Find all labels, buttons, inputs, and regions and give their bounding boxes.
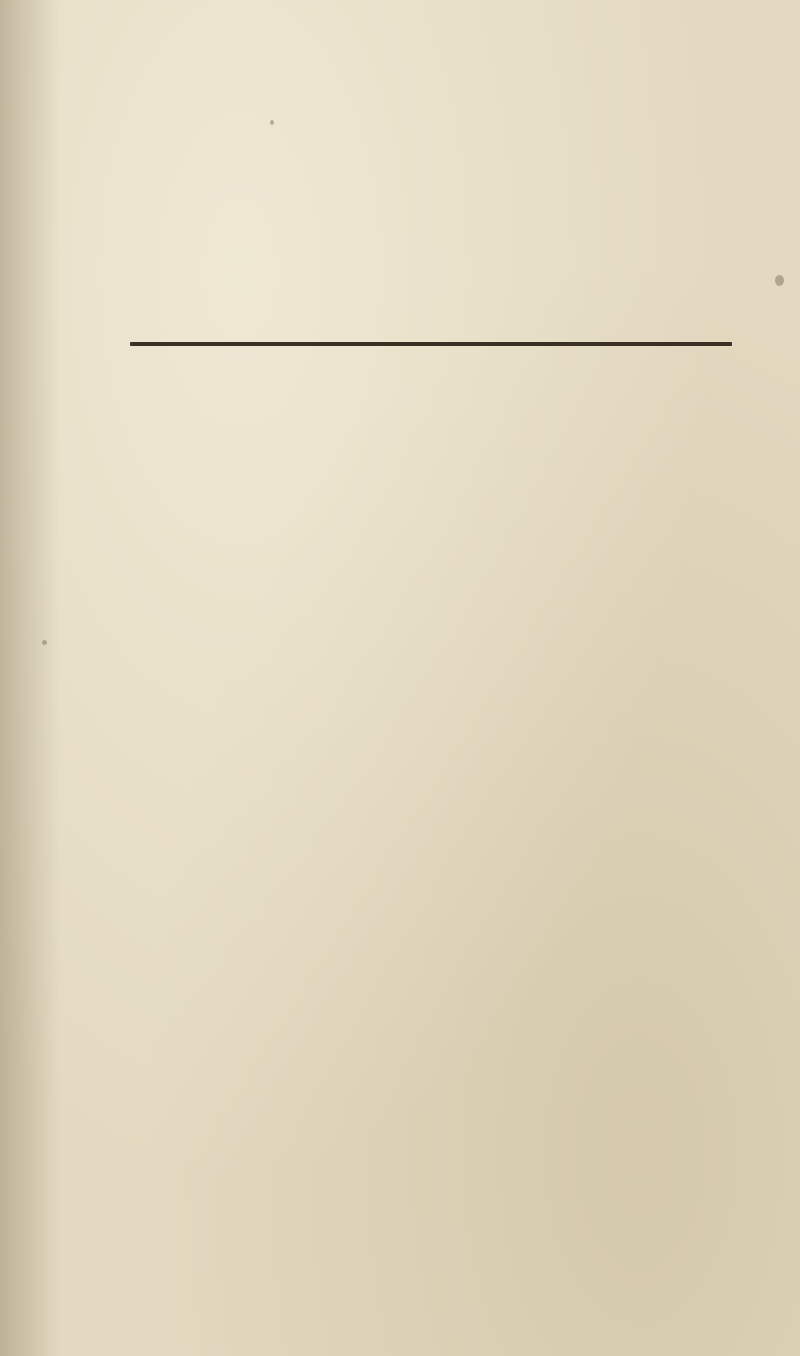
- page-edge-shadow: [0, 0, 60, 1356]
- paper-spot: [775, 275, 784, 286]
- section-rule: [130, 342, 732, 346]
- paper-spot: [270, 120, 274, 125]
- paper-spot: [42, 640, 47, 645]
